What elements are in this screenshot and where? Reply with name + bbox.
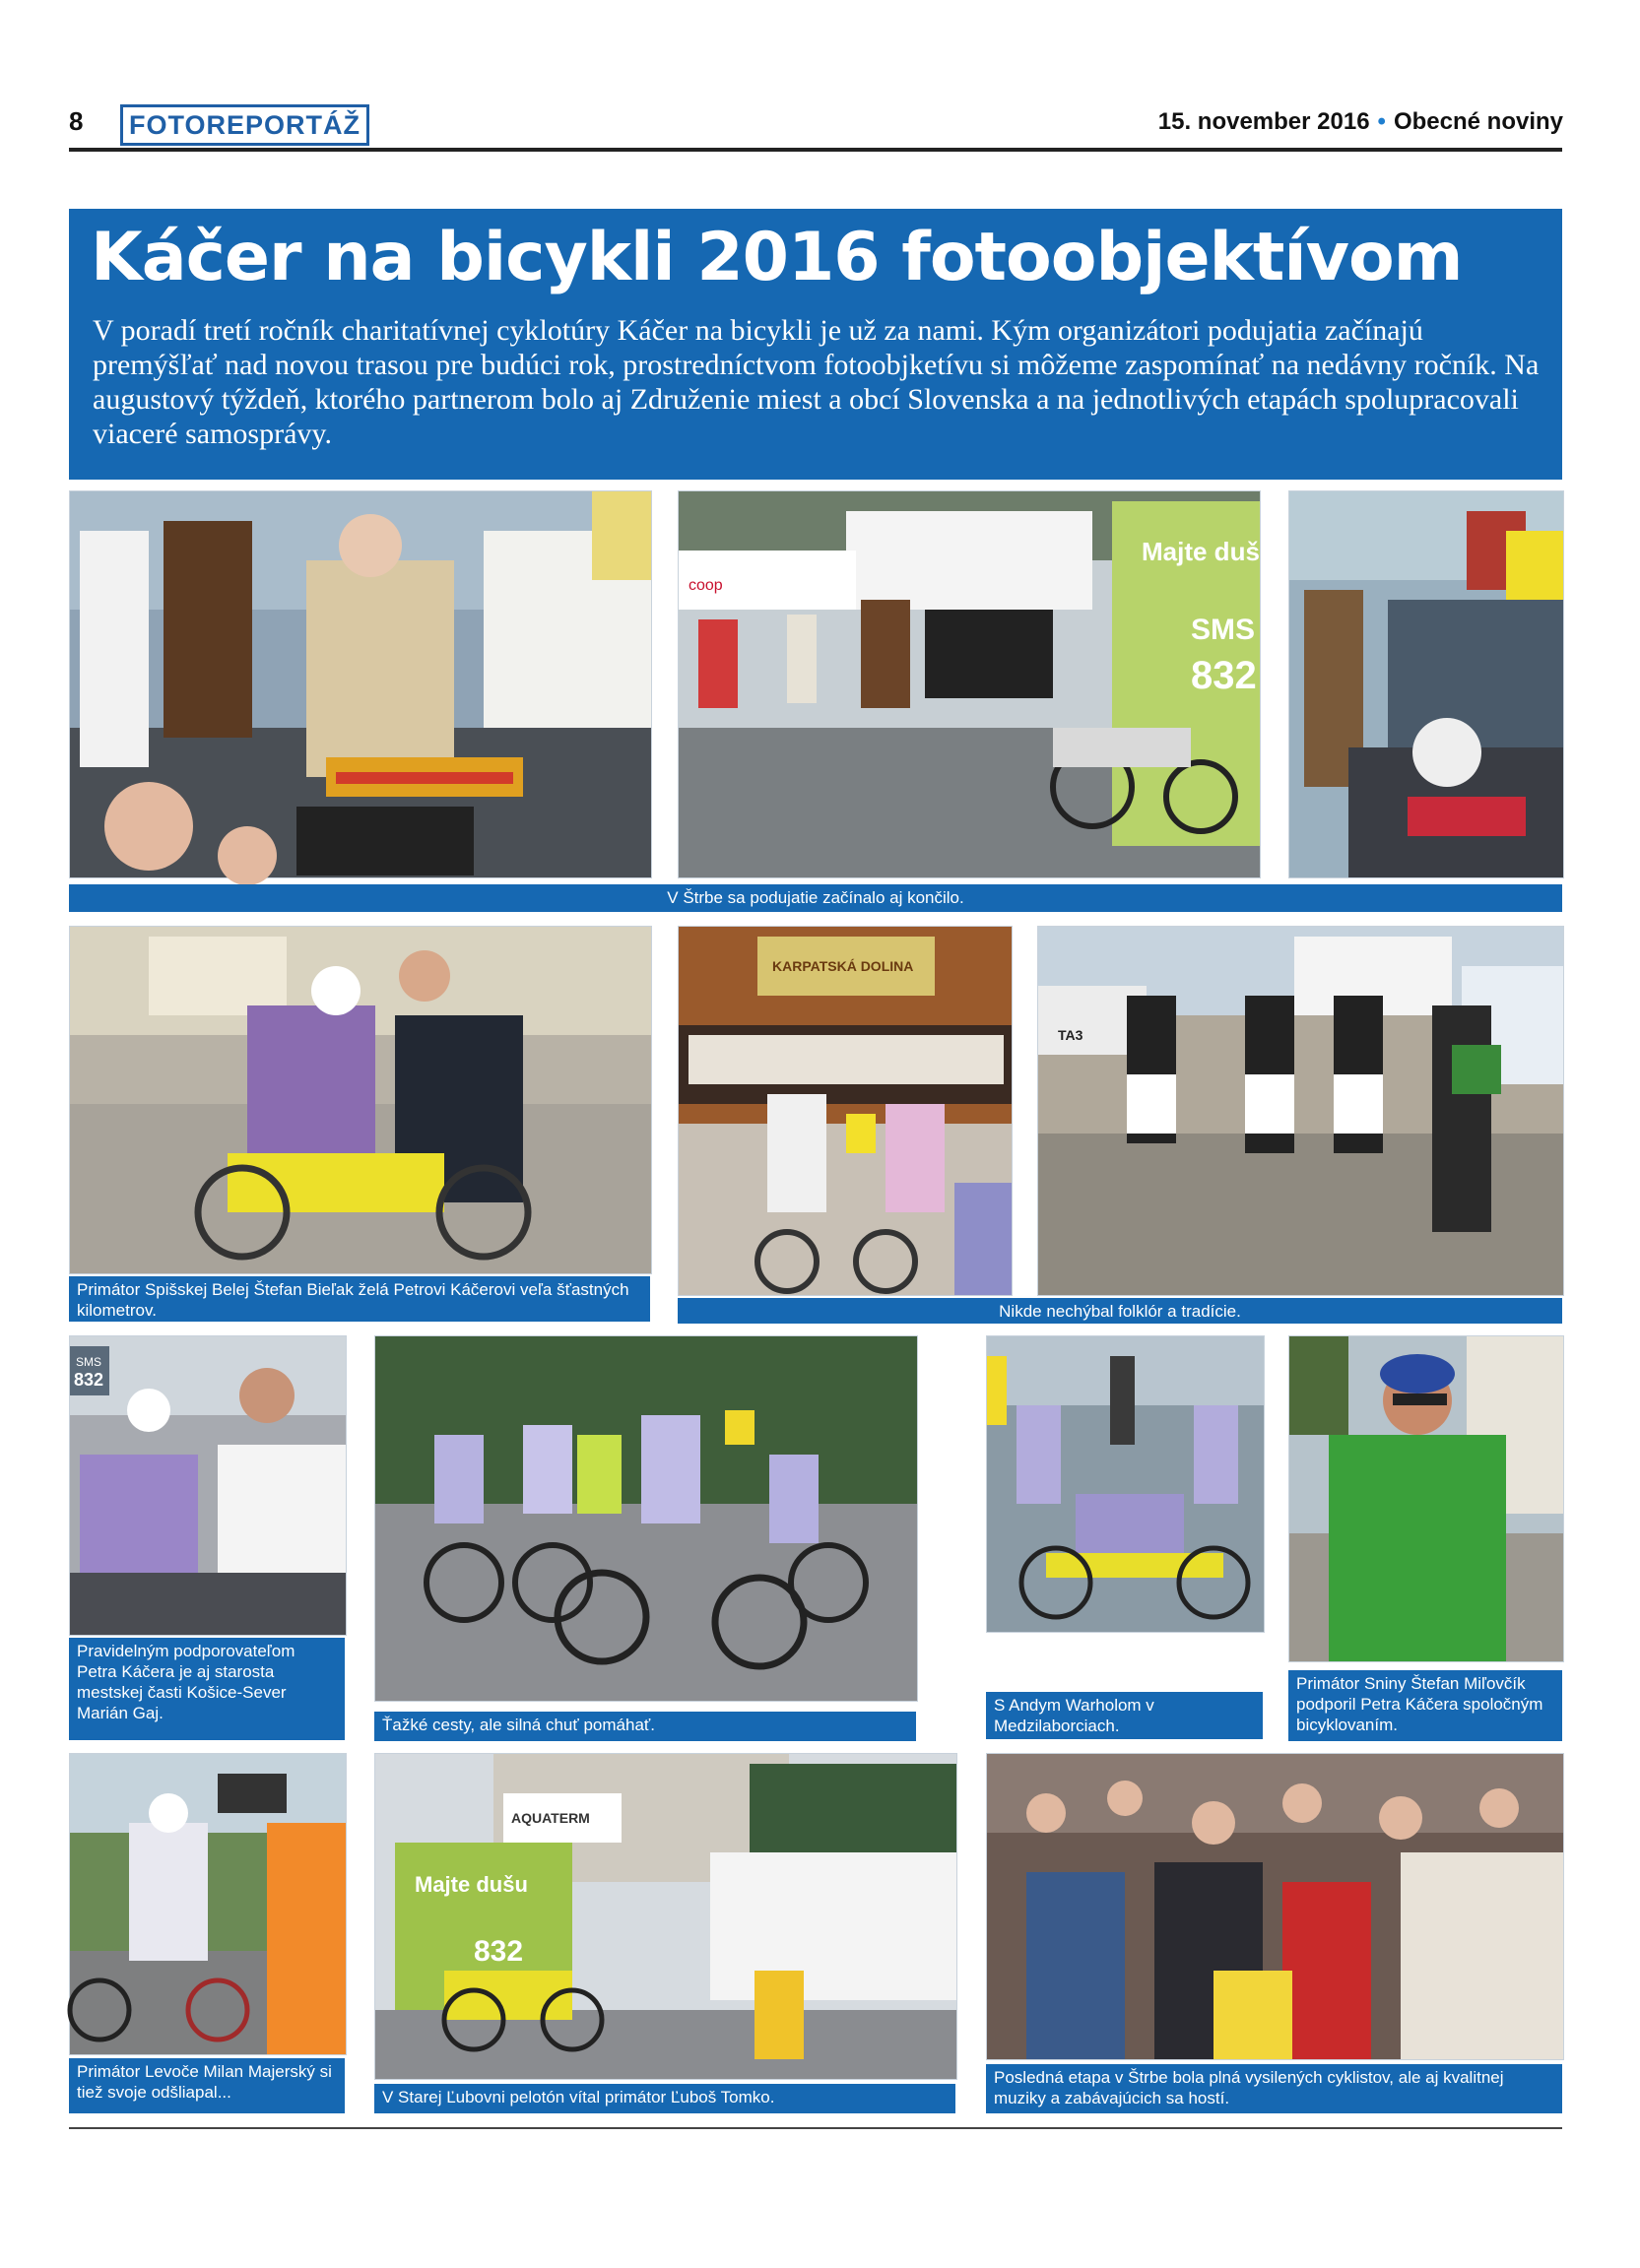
svg-text:832: 832 xyxy=(74,1370,104,1390)
photo-folklor-singers xyxy=(1037,926,1564,1296)
svg-text:Majte dušu: Majte dušu xyxy=(1142,537,1276,566)
photo-warhol xyxy=(986,1335,1265,1633)
caption-tazke-cesty: Ťažké cesty, ale silná chuť pomáhať. xyxy=(374,1712,916,1741)
issue-date: 15. november 2016 xyxy=(1157,108,1370,135)
caption-posledna-etapa: Posledná etapa v Štrbe bola plná vysilených cyklistov, ale aj kvalitnej muziky a zabávajúcich sa hostí. xyxy=(986,2064,1562,2113)
photo-lubovna xyxy=(374,1753,957,2080)
svg-text:KARPATSKÁ DOLINA: KARPATSKÁ DOLINA xyxy=(772,958,914,974)
caption-warhol: S Andym Warholom v Medzilaborciach. xyxy=(986,1692,1263,1739)
article-title: Káčer na bicykli 2016 fotoobjektívom xyxy=(91,219,1463,296)
bullet-separator: • xyxy=(1377,108,1386,135)
caption-lubovna: V Starej Ľubovni pelotón vítal primátor Ľuboš Tomko. xyxy=(374,2084,955,2113)
photo-snina xyxy=(1288,1335,1564,1662)
photo-posledna-etapa xyxy=(986,1753,1564,2060)
photo-kosice xyxy=(69,1335,347,1636)
photo-strba-start xyxy=(69,490,652,878)
caption-strba: V Štrbe sa podujatie začínalo aj končilo. xyxy=(69,884,1562,912)
photo-strba-crowd xyxy=(1288,490,1564,878)
photo-spisska-bela xyxy=(69,926,652,1274)
svg-text:832: 832 xyxy=(1191,654,1257,697)
photo-folklor-stage xyxy=(678,926,1013,1296)
publication-name: Obecné noviny xyxy=(1393,108,1563,135)
footer-rule xyxy=(69,2127,1562,2129)
header-rule xyxy=(69,148,1562,152)
issue-info xyxy=(1158,108,1563,136)
section-label: FOTOREPORTÁŽ xyxy=(120,104,369,146)
page-number: 8 xyxy=(69,106,84,136)
caption-levoca: Primátor Levoče Milan Majerský si tiež svoje odšliapal... xyxy=(69,2058,345,2113)
article-lead: V poradí tretí ročník charitatívnej cyklotúry Káčer na bicykli je už za nami. Kým organizátori podujatia začínajú premýšľať nad novou trasou pre budúci rok, prostredníctvom fotoobjketívu si môžeme zaspomínať na nedávny ročník. Na augustový týždeň, ktorého partnerom bolo aj Združenie miest a obcí Slovenska a na jednotlivých etapách spolupracovali viaceré samosprávy. xyxy=(93,314,1540,450)
svg-text:Majte dušu: Majte dušu xyxy=(415,1872,528,1897)
photo-levoca xyxy=(69,1753,347,2055)
photo-tazke-cesty xyxy=(374,1335,918,1702)
svg-text:coop: coop xyxy=(689,577,723,594)
svg-text:SMS: SMS xyxy=(1191,614,1256,646)
svg-text:AQUATERM: AQUATERM xyxy=(511,1810,590,1826)
title-box xyxy=(69,209,1562,480)
svg-text:SMS: SMS xyxy=(76,1355,102,1369)
caption-spisska-bela: Primátor Spišskej Belej Štefan Bieľak želá Petrovi Káčerovi veľa šťastných kilometrov. xyxy=(69,1276,650,1322)
caption-snina: Primátor Sniny Štefan Miľovčík podporil Petra Káčera spoločným bicyklovaním. xyxy=(1288,1670,1562,1741)
svg-text:TA3: TA3 xyxy=(1058,1027,1083,1043)
svg-text:832: 832 xyxy=(474,1935,524,1968)
caption-folklor: Nikde nechýbal folklór a tradície. xyxy=(678,1298,1562,1324)
caption-kosice: Pravidelným podporovateľom Petra Káčera je aj starosta mestskej časti Košice-Sever Marián Gaj. xyxy=(69,1638,345,1740)
photo-strba-stage xyxy=(678,490,1276,878)
